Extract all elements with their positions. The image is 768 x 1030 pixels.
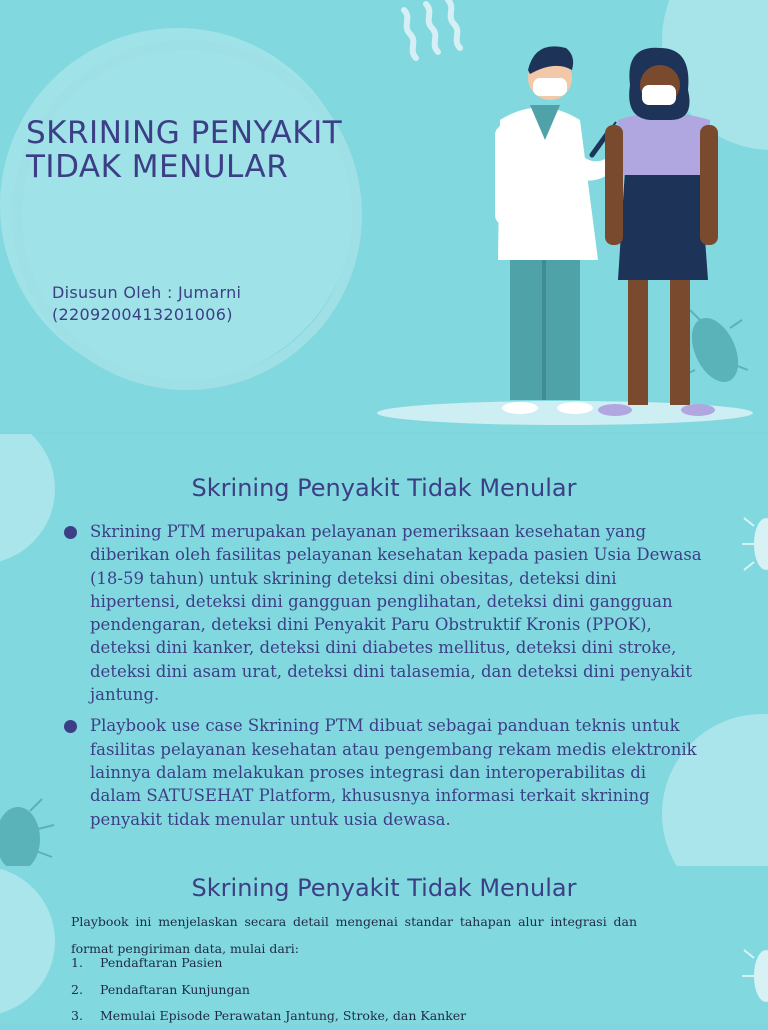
bacteria-right-icon (740, 504, 768, 584)
bullet-dot-icon (64, 526, 77, 539)
bacteria-left-icon (0, 789, 60, 866)
playbook-intro: Playbook ini menjelaskan secara detail mengenai standar tahapan alur integrasi dan format pengiriman data, mulai dari: (71, 914, 637, 956)
bacteria-right-3-icon (742, 936, 768, 1016)
bullet-text: Skrining PTM merupakan pelayanan pemeriksaan kesehatan yang diberikan oleh fasilitas pelayanan kesehatan kepada pasien Usia Dewasa (18-59 tahun) untuk skrining deteksi dini obesitas, deteksi dini hipertensi, deteksi dini gangguan penglihatan, deteksi dini gangguan pendengaran, deteksi dini Penyakit Paru Obstruktif Kronis (PPOK), deteksi dini kanker, deteksi dini diabetes mellitus, deteksi dini stroke, deteksi dini asam urat, deteksi dini talasemia, dan deteksi dini penyakit jantung. (90, 522, 702, 705)
background-circle-ring (12, 40, 362, 390)
title-slide (0, 0, 768, 432)
bullet-text: Playbook use case Skrining PTM dibuat sebagai panduan teknis untuk fasilitas pelayanan kesehatan atau pengembang rekam medis elektronik lainnya dalam melakukan proses integrasi dan interoperabilitas di dalam SATUSEHAT Platform, khususnya informasi terkait skrining penyakit tidak menular untuk usia dewasa. (90, 716, 697, 829)
bullet-item (62, 520, 702, 706)
step-text: Pendaftaran Pasien (100, 955, 223, 970)
author-id: (2209200413201006) (52, 305, 233, 324)
step-item (71, 950, 466, 977)
title-line-2: TIDAK MENULAR (26, 149, 289, 185)
step-text: Pendaftaran Kunjungan (100, 981, 250, 997)
bullet-item (62, 714, 702, 830)
step-item (71, 1003, 466, 1030)
title-line-1: SKRINING PENYAKIT (26, 115, 343, 151)
bullet-list (62, 520, 702, 839)
vaccination-illustration (370, 30, 768, 432)
bacteria-icon (682, 310, 748, 389)
bullet-dot-icon (64, 720, 77, 733)
author-info (52, 282, 241, 326)
doctor-figure (495, 46, 620, 414)
step-number: 2. (71, 981, 83, 997)
section-title-playbook: Skrining Penyakit Tidak Menular (191, 874, 577, 902)
step-text: Memulai Episode Perawatan Jantung, Stroke, dan Kanker (100, 1008, 467, 1023)
author-name: Disusun Oleh : Jumarni (52, 283, 242, 302)
presentation-title (26, 116, 342, 184)
step-number: 1. (71, 955, 83, 970)
step-number: 3. (71, 1008, 83, 1023)
section-title-definition: Skrining Penyakit Tidak Menular (191, 474, 577, 502)
step-item (71, 977, 466, 1004)
steps-list (71, 950, 466, 1030)
